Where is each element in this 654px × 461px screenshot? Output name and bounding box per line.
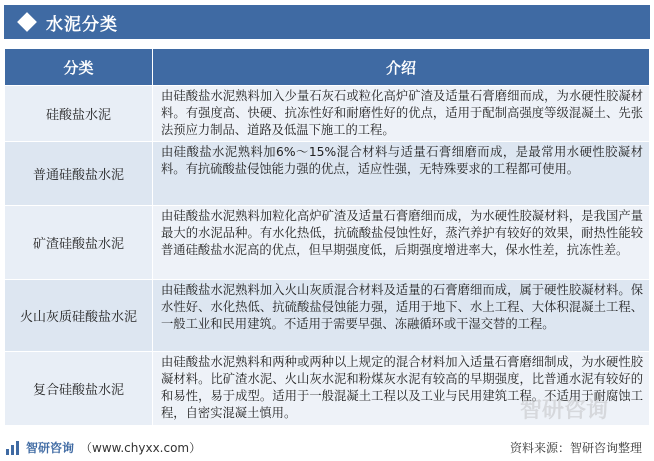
row-description: 由硅酸盐水泥熟料加入火山灰质混合材料及适量的石膏磨细而成，属于硬性胶凝材料。保水性好、水化热低、抗硫酸盐侵蚀能力强，适用于地下、水上工程、大体积混凝土工程、一般工业和民用建筑。不适用于需要早强、冻融循环或干湿交替的工程。 [153,280,650,352]
diamond-icon [17,12,37,32]
header-category: 分类 [5,49,153,86]
row-category: 火山灰质硅酸盐水泥 [5,280,153,352]
watermark: 智研咨询 [520,398,609,423]
row-description: 由硅酸盐水泥熟料和两种或两种以上规定的混合材料加入适量石膏磨细制成，为水硬性胶凝材料。比矿渣水泥、火山灰水泥和粉煤灰水泥有较高的早期强度，比普通水泥有较好的和易性，易于成型。适用于一般混凝土工程以及工业与民用建筑工程。不适用于耐腐蚀工程，自密实混凝土慎用。 [153,352,650,426]
row-description: 由硅酸盐水泥熟料加入少量石灰石或粒化高炉矿渣及适量石膏磨细而成，为水硬性胶凝材料。有强度高、快硬、抗冻性好和耐磨性好的优点，适用于配制高强度等级混凝土、先张法预应力制品、道路及低温下施工的工程。 [153,86,650,142]
table-row [5,206,650,280]
row-description: 由硅酸盐水泥熟料加6%～15%混合材料与适量石膏细磨而成，是最常用水硬性胶凝材料。有抗硫酸盐侵蚀能力强的优点，适应性强，无特殊要求的工程都可使用。 [153,142,650,206]
data-source: 资料来源：智研咨询整理 [509,441,642,455]
brand-name: 智研咨询 [26,441,75,455]
table-row [5,86,650,142]
table-row [5,280,650,352]
table-row [5,142,650,206]
page-title: 水泥分类 [46,14,118,35]
title-bar [4,5,650,39]
row-category: 矿渣硅酸盐水泥 [5,206,153,280]
bar-chart-logo-icon [6,441,20,455]
row-description: 由硅酸盐水泥熟料加粒化高炉矿渣及适量石膏磨细而成，为水硬性胶凝材料，是我国产量最大的水泥品种。有水化热低，抗硫酸盐侵蚀性好，蒸汽养护有较好的效果，耐热性能较普通硅酸盐水泥高的优点，但早期强度低，后期强度增进率大，保水性差，抗冻性差。 [153,206,650,280]
row-category: 硅酸盐水泥 [5,86,153,142]
row-category: 复合硅酸盐水泥 [5,352,153,426]
footer [0,434,654,461]
header-description: 介绍 [153,49,650,86]
cement-classification-table [4,48,650,426]
website-link[interactable]: （www.chyxx.com） [80,441,202,455]
row-category: 普通硅酸盐水泥 [5,142,153,206]
